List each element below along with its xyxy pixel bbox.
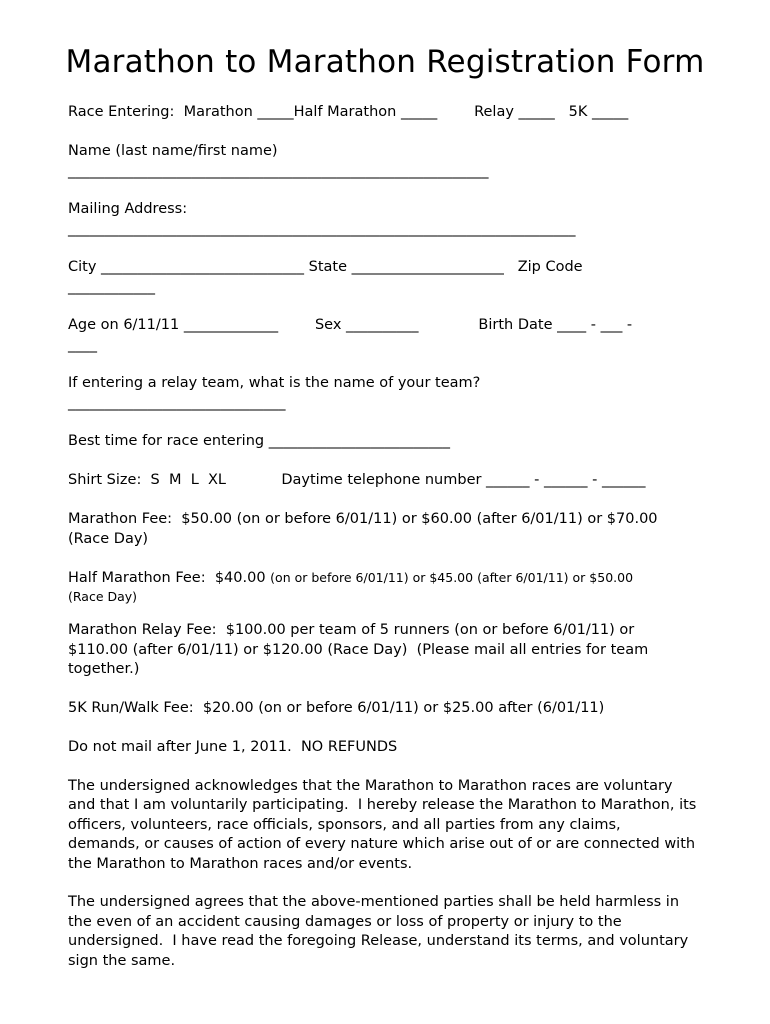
marathon-fee-line-2: (Race Day) <box>68 531 149 547</box>
relay-team-blank: ______________________________ <box>68 395 286 411</box>
mailing-address-label: Mailing Address: <box>68 201 188 217</box>
best-time-line: Best time for race entering _________________________ <box>68 433 450 449</box>
name-blank: __________________________________________________________ <box>68 163 489 179</box>
relay-fee-line-3: together.) <box>68 661 140 677</box>
release-paragraph-2-line-1: The undersigned agrees that the above-mentioned parties shall be held harmless in <box>68 894 680 910</box>
release-paragraph-1-line-3: officers, volunteers, race officials, sponsors, and all parties from any claims, <box>68 817 621 833</box>
relay-team-question: If entering a relay team, what is the name of your team? <box>68 375 481 391</box>
half-marathon-fee-details: (on or before 6/01/11) or $45.00 (after 6/01/11) or $50.00 <box>270 570 634 585</box>
release-paragraph-1-line-1: The undersigned acknowledges that the Marathon to Marathon races are voluntary <box>68 778 673 794</box>
name-label: Name (last name/first name) <box>68 143 278 159</box>
mailing-address-blank: ______________________________________________________________________ <box>68 221 576 237</box>
shirt-size-phone-line: Shirt Size: S M L XL Daytime telephone number ______ - ______ - ______ <box>68 472 646 488</box>
zip-code-blank: ____________ <box>68 279 155 295</box>
release-paragraph-2-line-3: undersigned. I have read the foregoing Release, understand its terms, and voluntary <box>68 933 689 949</box>
release-paragraph-2-line-2: the even of an accident causing damages or loss of property or injury to the <box>68 914 622 930</box>
no-mail-notice: Do not mail after June 1, 2011. NO REFUNDS <box>68 739 398 755</box>
age-sex-birthdate-line: Age on 6/11/11 _____________ Sex __________ Birth Date ____ - ___ - <box>68 317 633 333</box>
half-marathon-fee-line-2: (Race Day) <box>68 589 138 604</box>
half-marathon-fee-line-1 <box>68 568 633 589</box>
fivek-fee-line: 5K Run/Walk Fee: $20.00 (on or before 6/01/11) or $25.00 after (6/01/11) <box>68 700 605 716</box>
relay-fee-line-2: $110.00 (after 6/01/11) or $120.00 (Race Day) (Please mail all entries for team <box>68 642 649 658</box>
release-paragraph-1-line-2: and that I am voluntarily participating. I hereby release the Marathon to Marathon, its <box>68 797 697 813</box>
release-paragraph-1-line-4: demands, or causes of action of every nature which arise out of or are connected with <box>68 836 696 852</box>
birthdate-blank-tail: ____ <box>68 337 97 353</box>
marathon-fee-line-1: Marathon Fee: $50.00 (on or before 6/01/11) or $60.00 (after 6/01/11) or $70.00 <box>68 511 658 527</box>
race-entering-line: Race Entering: Marathon _____Half Marathon _____ Relay _____ 5K _____ <box>68 104 629 120</box>
relay-fee-line-1: Marathon Relay Fee: $100.00 per team of 5 runners (on or before 6/01/11) or <box>68 622 635 638</box>
city-state-zip-line: City ____________________________ State _____________________ Zip Code <box>68 259 583 275</box>
release-paragraph-2-line-4: sign the same. <box>68 953 176 969</box>
half-marathon-fee-label: Half Marathon Fee: $40.00 <box>68 570 271 586</box>
form-title: Marathon to Marathon Registration Form <box>65 44 705 80</box>
release-paragraph-1-line-5: the Marathon to Marathon races and/or events. <box>68 856 413 872</box>
